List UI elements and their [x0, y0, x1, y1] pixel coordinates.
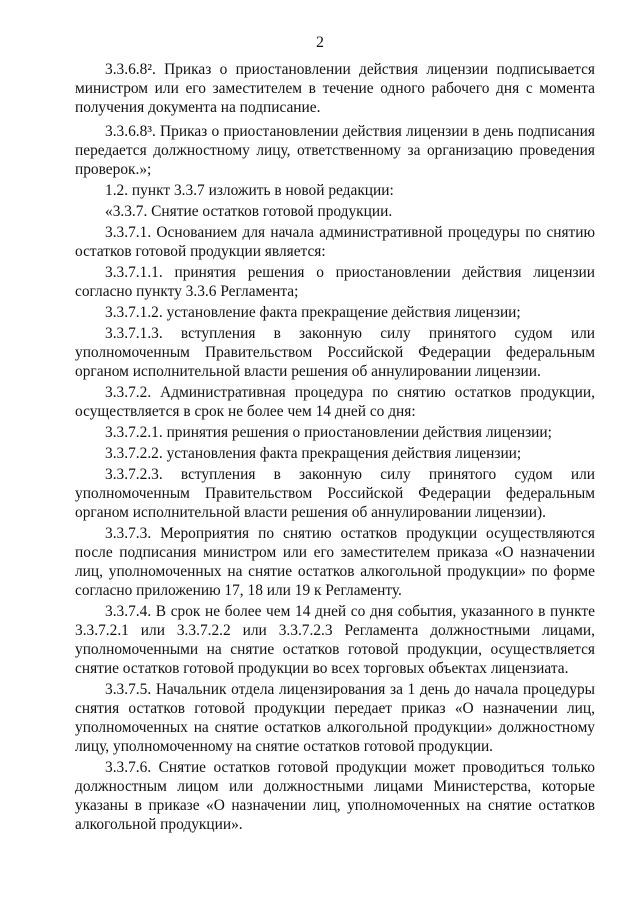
paragraph-3-3-7-1-2: 3.3.7.1.2. установление факта прекращение действия лицензии;: [105, 304, 521, 321]
paragraph-3-3-6-8-2: 3.3.6.8². Приказ о приостановлении действия лицензии подписывается министром или его заместителем в течение одного рабочего дня с момента получения документа на подписание.: [75, 61, 595, 116]
paragraph-3-3-7-6: 3.3.7.6. Снятие остатков готовой продукции может проводиться только должностным лицом или должностными лицами Министерства, которые указаны в приказе «О назначении лиц, уполномоченных на снятие остатков алкогольной продукции».: [75, 759, 595, 833]
paragraph-3-3-7-5: 3.3.7.5. Начальник отдела лицензирования за 1 день до начала процедуры снятия остатков готовой продукции передает приказ «О назначении лиц, уполномоченных на снятие остатков алкогольной продукции» должностному лицу, уполномоченному на снятие остатков готовой продукции.: [75, 681, 595, 755]
paragraph-3-3-7-2: 3.3.7.2. Административная процедура по снятию остатков продукции, осуществляется в срок не более чем 14 дней со дня:: [75, 384, 595, 420]
paragraph-1-2: 1.2. пункт 3.3.7 изложить в новой редакции:: [105, 182, 394, 199]
paragraph-3-3-7-2-2: 3.3.7.2.2. установления факта прекращения действия лицензии;: [105, 445, 522, 462]
page-number: 2: [316, 34, 324, 51]
paragraph-3-3-7-4: 3.3.7.4. В срок не более чем 14 дней со дня события, указанного в пункте 3.3.7.2.1 или 3.3.7.2.2 или 3.3.7.2.3 Регламента должностными лицами, уполномоченными на снятие остатков готовой продукции, осуществляется снятие остатков готовой продукции во всех торговых объектах лицензиата.: [75, 603, 595, 677]
paragraph-3-3-7-1: 3.3.7.1. Основанием для начала административной процедуры по снятию остатков готовой продукции является:: [75, 224, 595, 260]
paragraph-3-3-7: «3.3.7. Снятие остатков готовой продукции.: [105, 203, 393, 220]
paragraph-3-3-7-1-1: 3.3.7.1.1. принятия решения о приостановлении действия лицензии согласно пункту 3.3.6 Регламента;: [75, 264, 595, 300]
paragraph-3-3-6-8-3: 3.3.6.8³. Приказ о приостановлении действия лицензии в день подписания передается должностному лицу, ответственному за организацию проведения проверок.»;: [75, 123, 595, 178]
paragraph-3-3-7-2-1: 3.3.7.2.1. принятия решения о приостановлении действия лицензии;: [105, 424, 552, 441]
paragraph-3-3-7-3: 3.3.7.3. Мероприятия по снятию остатков продукции осуществляются после подписания министром или его заместителем приказа «О назначении лиц, уполномоченных на снятие остатков алкогольной продукции» по форме согласно приложению 17, 18 или 19 к Регламенту.: [75, 525, 595, 599]
paragraph-3-3-7-2-3: 3.3.7.2.3. вступления в законную силу принятого судом или уполномоченным Правительством Российской Федерации федеральным органом исполнительной власти решения об аннулировании лицензии).: [75, 466, 595, 521]
document-body: [75, 60, 595, 834]
paragraph-3-3-7-1-3: 3.3.7.1.3. вступления в законную силу принятого судом или уполномоченным Правительством Российской Федерации федеральным органом исполнительной власти решения об аннулировании лицензии.: [75, 325, 595, 380]
